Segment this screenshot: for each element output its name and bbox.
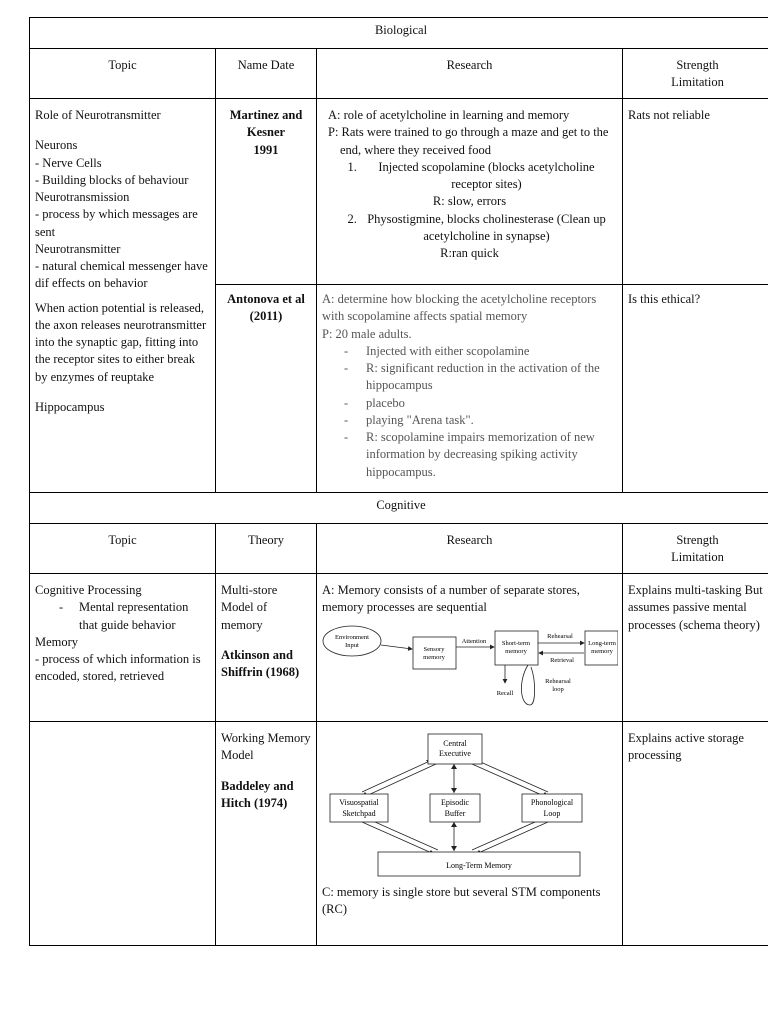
study2-name-cell: [216, 285, 317, 493]
study1-result2: R:ran quick: [440, 246, 499, 260]
study1-name: Martinez and Kesner: [229, 108, 303, 140]
header-limitation: Limitation: [671, 75, 724, 90]
study1-steps-2: [322, 211, 617, 246]
study2-procedure: P: 20 male adults.: [322, 326, 412, 341]
retrieval-label: Retrieval: [550, 656, 574, 664]
cog-header-topic: Topic: [30, 524, 216, 574]
study2-item: - Injected with either scopolamine: [344, 343, 617, 360]
wmm-authors: Baddeley and Hitch (1974): [221, 778, 294, 810]
ltm-label: Long-Term Memory: [446, 861, 512, 870]
study2-name: Antonova et al (2011): [227, 292, 305, 324]
study1-name-cell: [216, 99, 317, 285]
cog-header-strength-limitation: [623, 524, 768, 574]
study1-procedure: P: Rats were trained to go through a maze and get to the end, where they received food: [328, 125, 609, 157]
msm-theory: Multi-store Model of memory: [221, 583, 278, 632]
env-label-2: Input: [345, 641, 359, 649]
msm-aim: A: Memory consists of a number of separate stores, memory processes are sequential: [322, 583, 580, 615]
multi-store-diagram: [322, 623, 618, 715]
cog-topic-list: [35, 599, 210, 634]
environment-node: [323, 626, 381, 656]
study1-evaluation: Rats not reliable: [623, 99, 768, 285]
study2-list: [322, 343, 617, 481]
loop-label-2: loop: [552, 685, 564, 693]
study2-item: - placebo: [344, 395, 617, 412]
mental-representation: - Mental representation that guide behavior: [59, 599, 210, 634]
cog-topic-title: Cognitive Processing: [35, 583, 142, 597]
neurons-heading: Neurons: [35, 138, 78, 153]
neurotransmitter-heading: Neurotransmitter: [35, 241, 121, 256]
recall-label: Recall: [496, 689, 514, 697]
building-blocks: - Building blocks of behaviour: [35, 172, 189, 187]
hippocampus-term: Hippocampus: [35, 399, 105, 414]
study2-item: - playing "Arena task".: [344, 412, 617, 429]
action-potential: When action potential is released, the axon releases neurotransmitter into the synaptic gap, fitting into the receptor sites to either break by enzymes of reuptake: [35, 300, 207, 384]
ltm-label-1: Long-term: [588, 639, 616, 647]
study2-aim: A: determine how blocking the acetylcholine receptors with scopolamine affects spatial memory: [322, 292, 597, 324]
section-biological: Biological: [30, 18, 768, 49]
memory-heading: Memory: [35, 634, 79, 649]
header-strength: Strength: [676, 58, 719, 72]
bio-topic-title: Role of Neurotransmitter: [35, 108, 161, 122]
cog-header-limitation: Limitation: [671, 550, 724, 565]
working-memory-diagram: [326, 730, 586, 880]
wmm-topic-cell: [30, 722, 216, 946]
natural-chemical: - natural chemical messenger have dif effects on behavior: [35, 259, 208, 291]
wmm-theory-cell: [216, 722, 317, 946]
nerve-cells: - Nerve Cells: [35, 155, 102, 170]
msm-theory-cell: [216, 574, 317, 722]
rehearsal-label: Rehearsal: [547, 632, 573, 640]
stm-label-1: Short-term: [501, 639, 531, 647]
vs-label-2: Sketchpad: [342, 809, 376, 818]
wmm-evaluation: Explains active storage processing: [623, 722, 768, 946]
study1-steps: [322, 159, 617, 194]
neurotransmission-heading: Neurotransmission: [35, 190, 130, 204]
study1-result1: R: slow, errors: [432, 194, 507, 209]
ce-pl-link: [476, 760, 548, 792]
eb-label-1: Episodic: [441, 798, 469, 807]
wmm-research-cell: [317, 722, 623, 946]
ce-vs-link: [362, 760, 432, 792]
study2-item: - R: significant reduction in the activation of the hippocampus: [344, 360, 617, 395]
loop-label-1: Rehearsal: [545, 677, 571, 685]
attention-label: Attention: [461, 637, 487, 645]
vs-label-1: Visuospatial: [339, 798, 379, 807]
study1-step: 1. Injected scopolamine (blocks acetylcholine receptor sites): [360, 159, 617, 194]
env-label-1: Environment: [335, 633, 369, 641]
msm-authors: Atkinson and Shiffrin (1968): [221, 647, 300, 679]
sensory-label-2: memory: [423, 653, 445, 661]
cog-header-research: Research: [317, 524, 623, 574]
pl-label-2: Loop: [543, 809, 561, 818]
sensory-label-1: Sensory: [423, 645, 445, 653]
cog-topic-cell: [30, 574, 216, 722]
pl-label-1: Phonological: [530, 798, 574, 807]
msm-evaluation: Explains multi-tasking But assumes passive mental processes (schema theory): [623, 574, 768, 722]
wmm-conclusion: C: memory is single store but several STM components: [322, 885, 601, 899]
study2-evaluation: Is this ethical?: [623, 285, 768, 493]
process-messages: - process by which messages are sent: [35, 207, 198, 239]
rehearsal-loop: [521, 665, 534, 705]
cog-header-theory: Theory: [216, 524, 317, 574]
notes-table: [29, 17, 768, 946]
vs-ltm-link: [362, 822, 434, 854]
stm-label-2: memory: [505, 647, 527, 655]
wmm-theory: Working Memory Model: [221, 731, 311, 763]
study1-research-cell: [317, 99, 623, 285]
study2-item: - R: scopolamine impairs memorization of new information by decreasing spiking activity hippocampus.: [344, 429, 617, 481]
header-name-date: Name Date: [216, 49, 317, 99]
pl-ltm-link: [476, 822, 548, 854]
section-cognitive: Cognitive: [30, 493, 768, 524]
sensory-memory-box: [413, 637, 456, 669]
study1-year: 1991: [253, 142, 279, 157]
ce-label-1: Central: [443, 739, 467, 748]
study1-aim: A: role of acetylcholine in learning and memory: [328, 108, 570, 122]
memory-definition: - process of which information is encoded, stored, retrieved: [35, 652, 201, 684]
header-topic: Topic: [30, 49, 216, 99]
study2-research-cell: [317, 285, 623, 493]
bio-topic-cell: [30, 99, 216, 493]
ce-label-2: Executive: [439, 749, 471, 758]
ltm-label-2: memory: [591, 647, 613, 655]
msm-research-cell: [317, 574, 623, 722]
study1-step: 2. Physostigmine, blocks cholinesterase (Clean up acetylcholine in synapse): [360, 211, 617, 246]
eb-label-2: Buffer: [444, 809, 466, 818]
header-research: Research: [317, 49, 623, 99]
wmm-rc: (RC): [322, 902, 347, 917]
header-strength-limitation: [623, 49, 768, 99]
cog-header-strength: Strength: [676, 533, 719, 547]
